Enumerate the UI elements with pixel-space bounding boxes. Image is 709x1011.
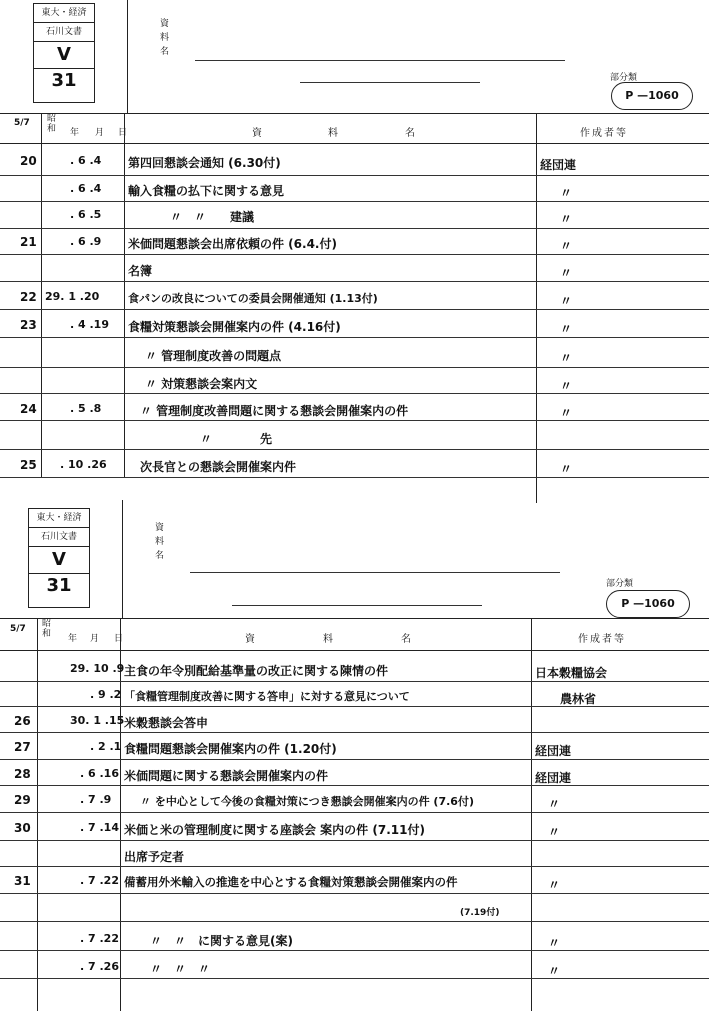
col-line-no xyxy=(37,618,38,1011)
header-nen: 年 xyxy=(68,634,78,644)
header-sakusei: 作成者等 xyxy=(580,128,628,139)
row-title: 〃 対策懇談会案内文 xyxy=(145,377,258,391)
row-title: 「食糧管理制度改善に関する答申」に対する意見について xyxy=(124,690,410,703)
page-2 xyxy=(0,500,709,1011)
row-title: 備蓄用外米輸入の推進を中心とする食糧対策懇談会開催案内の件 xyxy=(124,875,458,889)
row-date: . 7 .26 xyxy=(80,960,119,973)
row-line xyxy=(0,681,709,682)
row-line xyxy=(0,732,709,733)
row-title: 〃 先 xyxy=(200,432,281,446)
stamp-line2: 石川文書 xyxy=(34,23,94,42)
row-no: 22 xyxy=(20,290,37,304)
row-no: 21 xyxy=(20,235,37,249)
row-date: . 6 .4 xyxy=(70,154,102,167)
row-line xyxy=(0,759,709,760)
row-author: 〃 xyxy=(560,239,573,253)
row-title: 食パンの改良についての委員会開催通知 (1.13付) xyxy=(128,292,378,305)
row-author: 〃 xyxy=(560,294,573,308)
row-line xyxy=(0,420,709,421)
bunrui-label: 部分類 xyxy=(610,73,638,83)
row-author: 〃 xyxy=(548,964,561,978)
bunrui-code: P —1060 xyxy=(611,82,693,110)
label-shiryo: 資 xyxy=(155,523,165,533)
col-line-author xyxy=(531,618,532,1011)
header-divider xyxy=(127,0,128,113)
row-title: 〃 〃 建議 xyxy=(170,210,255,224)
row-title: 〃 〃 〃 xyxy=(150,962,211,976)
header-ryo: 料 xyxy=(328,128,340,139)
row-no: 20 xyxy=(20,154,37,168)
col-line-date xyxy=(120,618,121,1011)
row-title: (7.19付) xyxy=(460,908,500,918)
row-line xyxy=(0,978,709,979)
header-showa: 昭和 xyxy=(47,114,57,134)
title-line xyxy=(190,572,560,573)
col-line-date xyxy=(124,113,125,478)
row-author: 〃 xyxy=(548,936,561,950)
label-mei: 名 xyxy=(155,551,165,561)
stamp-line1: 東大・経済 xyxy=(34,4,94,23)
header-sakusei: 作成者等 xyxy=(578,634,626,645)
row-no: 26 xyxy=(14,714,31,728)
stamp-line2: 石川文書 xyxy=(29,528,89,547)
row-title: 出席予定者 xyxy=(124,850,185,864)
row-title: 〃 管理制度改善問題に関する懇談会開催案内の件 xyxy=(140,404,409,418)
header-mei: 名 xyxy=(401,634,413,645)
row-date: . 4 .19 xyxy=(70,318,109,331)
row-date: . 6 .5 xyxy=(70,208,102,221)
stamp-number: 31 xyxy=(46,575,72,596)
title-line-2 xyxy=(232,605,482,606)
row-date: 29. 10 .9 xyxy=(70,662,125,675)
row-title: 〃 管理制度改善の問題点 xyxy=(145,349,282,363)
bunrui-code: P —1060 xyxy=(606,590,690,618)
title-line xyxy=(195,60,565,61)
row-title: 名簿 xyxy=(128,264,153,278)
row-line xyxy=(0,866,709,867)
header-shiryo: 資 xyxy=(245,634,257,645)
row-line xyxy=(0,393,709,394)
row-line xyxy=(0,175,709,176)
row-line xyxy=(0,449,709,450)
bunrui-label: 部分類 xyxy=(606,579,634,589)
row-no: 29 xyxy=(14,793,31,807)
header-hi: 日 xyxy=(118,128,128,138)
row-line xyxy=(0,812,709,813)
header-bottom-line xyxy=(0,143,709,144)
row-title: 米価問題に関する懇談会開催案内の件 xyxy=(124,769,329,783)
row-date: . 7 .22 xyxy=(80,874,119,887)
row-author: 〃 xyxy=(560,186,573,200)
stamp-number: 31 xyxy=(51,70,77,91)
row-no: 24 xyxy=(20,402,37,416)
row-title: 〃 〃 に関する意見(案) xyxy=(150,934,293,948)
row-author: 〃 xyxy=(548,878,561,892)
row-line xyxy=(0,950,709,951)
row-title: 次長官との懇談会開催案内件 xyxy=(140,460,297,474)
row-line xyxy=(0,785,709,786)
header-nen: 年 xyxy=(70,128,80,138)
row-title: 第四回懇談会通知 (6.30付) xyxy=(128,156,281,170)
row-author: 〃 xyxy=(560,266,573,280)
header-divider xyxy=(122,500,123,618)
row-line xyxy=(0,706,709,707)
header-hi: 日 xyxy=(114,634,124,644)
row-author: 経団連 xyxy=(535,744,572,758)
stamp-line1: 東大・経済 xyxy=(29,509,89,528)
row-date: . 5 .8 xyxy=(70,402,102,415)
row-title: 米穀懇談会答申 xyxy=(124,716,209,730)
row-line xyxy=(0,477,709,478)
label-mei: 名 xyxy=(160,47,170,57)
row-no: 23 xyxy=(20,318,37,332)
row-author: 経団連 xyxy=(540,158,577,172)
row-line xyxy=(0,840,709,841)
header-tsuki: 月 xyxy=(95,128,105,138)
row-line xyxy=(0,921,709,922)
row-author: 〃 xyxy=(548,825,561,839)
header-tsuki: 月 xyxy=(90,634,100,644)
row-line xyxy=(0,201,709,202)
col-line-no xyxy=(41,113,42,478)
label-ryo: 料 xyxy=(155,537,165,547)
header-corner: 5/7 xyxy=(14,118,30,128)
row-date: . 7 .22 xyxy=(80,932,119,945)
row-title: 米価と米の管理制度に関する座談会 案内の件 (7.11付) xyxy=(124,823,425,837)
title-line-2 xyxy=(300,82,480,83)
header-shiryo: 資 xyxy=(252,128,264,139)
row-no: 25 xyxy=(20,458,37,472)
row-line xyxy=(0,254,709,255)
header-mei: 名 xyxy=(405,128,417,139)
row-line xyxy=(0,367,709,368)
row-date: . 6 .4 xyxy=(70,182,102,195)
table-top-line xyxy=(0,618,709,619)
table-top-line xyxy=(0,113,709,114)
row-author: 経団連 xyxy=(535,771,572,785)
row-title: 主食の年令別配給基準量の改正に関する陳情の件 xyxy=(124,664,389,678)
row-line xyxy=(0,228,709,229)
page-1 xyxy=(0,0,709,495)
row-author: 〃 xyxy=(560,406,573,420)
row-author: 〃 xyxy=(560,322,573,336)
row-author: 〃 xyxy=(560,462,573,476)
label-ryo: 料 xyxy=(160,33,170,43)
archive-stamp xyxy=(33,3,95,103)
row-line xyxy=(0,309,709,310)
row-author: 〃 xyxy=(560,212,573,226)
stamp-volume: V xyxy=(29,547,89,574)
row-date: . 10 .26 xyxy=(60,458,107,471)
row-author: 〃 xyxy=(560,351,573,365)
row-line xyxy=(0,337,709,338)
header-bottom-line xyxy=(0,650,709,651)
row-date: . 2 .1 xyxy=(90,740,122,753)
row-line xyxy=(0,281,709,282)
header-corner: 5/7 xyxy=(10,624,26,634)
row-author: 日本穀糧協会 xyxy=(535,666,608,680)
row-no: 28 xyxy=(14,767,31,781)
row-date: . 6 .9 xyxy=(70,235,102,248)
row-line xyxy=(0,893,709,894)
row-author: 〃 xyxy=(560,379,573,393)
row-date: 30. 1 .15 xyxy=(70,714,125,727)
row-date: . 7 .9 xyxy=(80,793,112,806)
row-title: 輸入食糧の払下に関する意見 xyxy=(128,184,285,198)
row-title: 食糧対策懇談会開催案内の件 (4.16付) xyxy=(128,320,341,334)
label-shiryo: 資 xyxy=(160,19,170,29)
row-author: 農林省 xyxy=(560,692,597,706)
row-no: 27 xyxy=(14,740,31,754)
archive-stamp xyxy=(28,508,90,608)
row-date: . 9 .2 xyxy=(90,688,122,701)
row-no: 31 xyxy=(14,874,31,888)
row-author: 〃 xyxy=(548,797,561,811)
row-title: 食糧問題懇談会開催案内の件 (1.20付) xyxy=(124,742,337,756)
header-showa: 昭和 xyxy=(42,619,52,639)
row-date: . 6 .16 xyxy=(80,767,119,780)
row-date: . 7 .14 xyxy=(80,821,119,834)
row-date: 29. 1 .20 xyxy=(45,290,100,303)
row-no: 30 xyxy=(14,821,31,835)
header-ryo: 料 xyxy=(323,634,335,645)
row-title: 〃 を中心として今後の食糧対策につき懇談会開催案内の件 (7.6付) xyxy=(140,795,474,808)
stamp-volume: V xyxy=(34,42,94,69)
col-line-author xyxy=(536,113,537,503)
row-title: 米価問題懇談会出席依頼の件 (6.4.付) xyxy=(128,237,337,251)
